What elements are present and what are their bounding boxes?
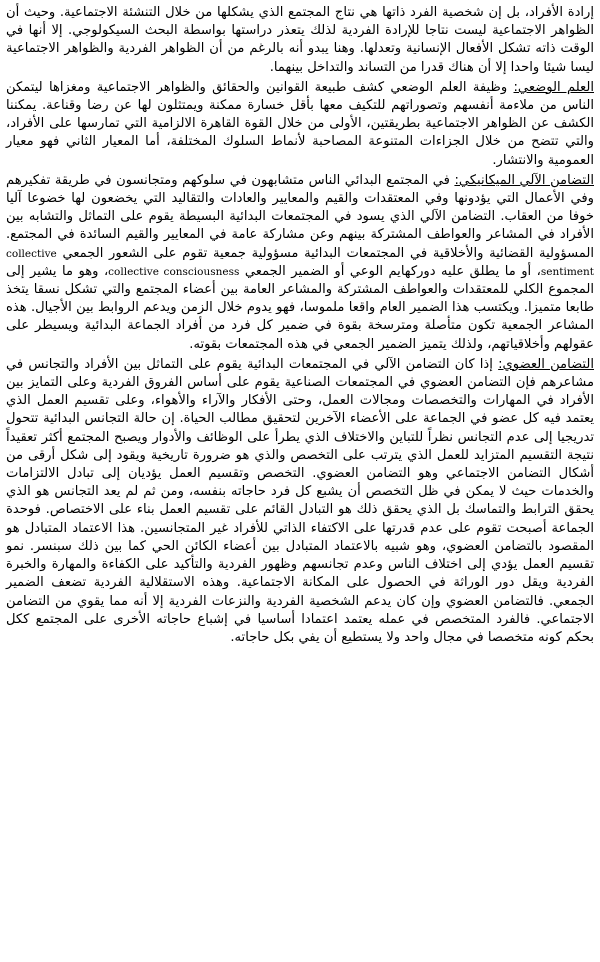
- paragraph-text: إذا كان التضامن الآلي في المجتمعات البدائية يقوم على التماثل بين الأفراد والتجانس في مشاعرهم فإن التضامن العضوي في المجتمعات الصناعية يقوم على أساس الفروق الفردية وعلى التمايز بين الأفراد في المهارات والتخصصات ومجالات العمل، وحتى الأفكار والآراء والأهواء، وعلى تقسيم العمل الذي يعتمد فيه كل عضو في الجماعة على الأعضاء الآخرين لتحقيق مطالب الحياة. إن حالة التجانس البدائية تتحول تدريجيا إلى عدم التجانس نظراً للتباين والاختلاف الذي يطرأ على الوظائف والأدوار ويصبح المجتمع أكثر تعقيداً نتيجة التقسيم المتزايد للعمل الذي يترتب على التخصص والذي هو ضرورة تاريخية ويقود إلى شكل أرقى من أشكال التضامن الاجتماعي وهو التضامن العضوي. التخصص وتقسيم العمل يؤديان إلى تبادل الالتزامات والخدمات حيث لا يمكن في ظل التخصص أن يشبع كل فرد حاجاته بنفسه، ومن ثم لم يعد التجانس هو الذي يحقق الترابط والتماسك بل الذي يحقق ذلك هو التبادل القائم على تقسيم العمل بناء على الاختصاص. فوحدة الجماعة أصبحت تقوم على عدم قدرتها على الاكتفاء الذاتي للأفراد غير المتجانسين. هذا الاعتماد المتبادل هو المقصود بالتضامن العضوي، وهو شبيه بالاعتماد المتبادل بين أعضاء الكائن الحي كما بين ذلك سبنسر. نمو تقسيم العمل يؤدي إلى اختلاف الناس وعدم تجانسهم وظهور الفردية والتأكيد على الكفاءة والمهارة والخبرة الفردية ويقل دور الوراثة في الحصول على المكانة الاجتماعية. وهذه الاستقلالية الفردية تضعف الضمير الجمعي. فالتضامن العضوي وإن كان يدعم الشخصية الفردية والنزعات الفردية إلا أنه مما يقوي من التضامن الاجتماعي. فالفرد المتخصص في عمله يعتمد اعتمادا أساسيا في إشباع حاجاته الأخرى على المجتمع ككل بحكم كونه متخصصا في مجال واحد ولا يستطيع أن يفي بكل حاجاته.: [6, 356, 594, 645]
- latin-term: collective sentiment: [6, 247, 594, 278]
- paragraph-text: ، أو ما يطلق عليه دوركهايم الوعي أو الضمير الجمعي: [239, 263, 541, 279]
- paragraph-mechanical-solidarity: [6, 172, 594, 354]
- paragraph-intro: [6, 4, 594, 77]
- latin-term: collective consciousness: [108, 265, 240, 278]
- paragraph-text: ، وهو ما يشير إلى المجموع الكلي للمعتقدات والعواطف المشتركة والمشاعر العامة بين أعضاء المجتمع والتي تشكل نسقا يتخذ طابعا متميزا. ويكتسب هذا الضمير العام واقعا ملموسا، فهو يدوم خلال الزمن ويدعم الروابط بين الأجيال. هذه المشاعر الجمعية تكون متأصلة ومترسخة بقوة في ضمير كل فرد من أفراد الجماعة البدائية ويسيطر على عقولهم وأخلاقياتهم، ولذلك يتميز الضمير الجمعي في هذه المجتمعات بقوته.: [6, 263, 594, 352]
- section-heading: العلم الوضعي:: [513, 79, 594, 95]
- section-heading: التضامن الآلي الميكانيكي:: [454, 172, 594, 188]
- paragraph-text: إرادة الأفراد، بل إن شخصية الفرد ذاتها هي نتاج المجتمع الذي يشكلها من خلال التنشئة الاجتماعية. وحيث أن الظواهر الاجتماعية ليست نتاجا للإرادة الفردية لذلك يتعذر دراستها بواسطة البحث السيكولوجي. إلا أنها في الوقت ذاته تشكل الأفعال الإنسانية وتعدلها. وهنا يبدو أنه بالرغم من أن الظواهر الفردية والظواهر الاجتماعية ليسا شيئا واحدا إلا أن هناك قدرا من التساند والتداخل بينهما.: [6, 5, 594, 75]
- paragraph-organic-solidarity: [6, 356, 594, 647]
- paragraph-text: في المجتمع البدائي الناس متشابهون في سلوكهم ومتجانسون في طريقة تفكيرهم وفي الأعمال التي يؤدونها وفي المعتقدات والقيم والمعايير والعادات والتقاليد التي يخضعون لها خضوعا آليا خوفا من العقاب. التضامن الآلي الذي يسود في المجتمعات البدائية البسيطة يقوم على التماثل والتشابه بين الأفراد في المشاعر والعواطف المشتركة بينهم وعن مشاركة عامة في المعايير والقيم السائدة في المجتمع. المسؤولية القضائية والأخلاقية في المجتمعات البدائية مسؤولية جمعية تقوم على الشعور الجمعي: [6, 172, 594, 261]
- section-heading: التضامن العضوي:: [498, 356, 594, 372]
- paragraph-positive-science: [6, 79, 594, 170]
- paragraph-text: وظيفة العلم الوضعي كشف طبيعة القوانين والحقائق والظواهر الاجتماعية ومغزاها ليتمكن الناس من ملاءمة أنفسهم وتصوراتهم للتكيف معها بأقل خسارة ممكنة ويمتثلون لها عن رضا وقناعة. يمكننا الكشف عن الظواهر الاجتماعية بطريقتين، الأولى من خلال القوة القاهرة الالزامية التي تمارسها على الأفراد، والتي تتضح من خلال الجزاءات المتنوعة المصاحبة لأنماط السلوك المختلفة، أما المعيار الثاني فهو معيار العمومية والانتشار.: [6, 79, 594, 168]
